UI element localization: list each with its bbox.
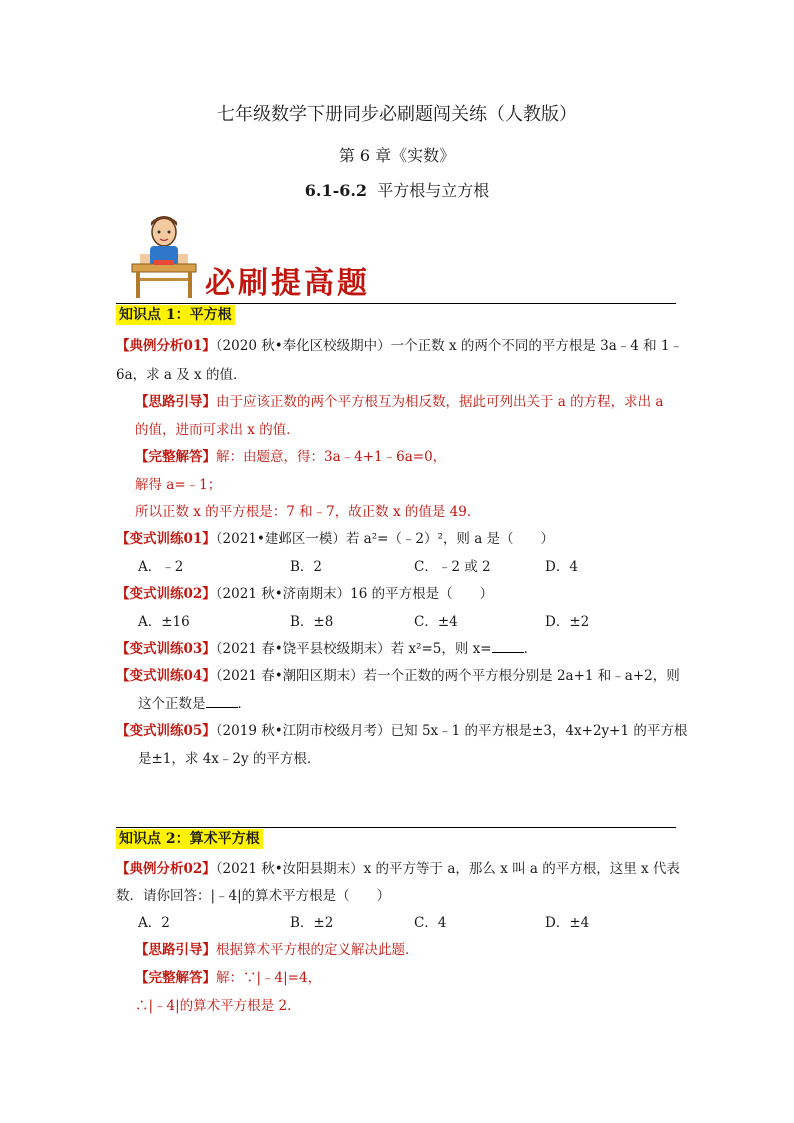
variant-04-line-2 — [138, 694, 251, 714]
ex2-option-a: A．2 — [138, 915, 170, 931]
example-02-line-2: 数．请你回答：|﹣4|的算术平方根是（ ） — [116, 888, 391, 904]
v2-option-a: A．±16 — [138, 614, 190, 630]
v1-option-a: A．﹣2 — [138, 559, 184, 575]
document-title: 七年级数学下册同步必刷题闯关练（人教版） — [217, 104, 577, 125]
variant-04 — [116, 666, 680, 686]
knowledge-point-2-label: 知识点 2：算术平方根 — [116, 829, 263, 849]
knowledge-point-1-label: 知识点 1：平方根 — [116, 305, 235, 325]
divider — [116, 303, 676, 304]
hint-text: 根据算术平方根的定义解决此题． — [216, 942, 419, 958]
student-at-desk-icon — [128, 208, 200, 300]
section-name: 平方根与立方根 — [377, 181, 490, 200]
variant-05 — [116, 721, 687, 741]
v1-option-b: B．2 — [290, 559, 323, 575]
banner-title: 必刷提高题 — [205, 266, 370, 301]
solution-tag: 【完整解答】 — [135, 449, 216, 465]
ex2-option-b: B．±2 — [290, 915, 334, 931]
variant-02-question: （2021 秋•济南期末）16 的平方根是（ ） — [215, 586, 494, 602]
variant-02 — [116, 584, 493, 604]
example-01-line-1 — [116, 336, 683, 356]
ex2-option-c: C．4 — [414, 915, 447, 931]
divider — [116, 827, 676, 828]
example-01-hint-2: 的值，进而可求出 x 的值． — [135, 422, 300, 438]
variant-01-tag: 【变式训练01】 — [116, 531, 216, 547]
variant-02-tag: 【变式训练02】 — [116, 586, 216, 602]
variant-05-question: （2019 秋•江阴市校级月考）已知 5x﹣1 的平方根是±3，4x+2y+1 的平方根 — [215, 723, 688, 739]
example-02-solution — [135, 968, 321, 988]
solution-line-3: 所以正数 x 的平方根是：7 和﹣7，故正数 x 的值是 49． — [135, 504, 481, 520]
example-01-solution — [135, 447, 446, 467]
solution-line-1: 解：由题意，得：3a﹣4+1﹣6a=0， — [216, 449, 447, 465]
section-number: 6.1-6.2 — [304, 181, 368, 200]
variant-04-question: （2021 春•潮阳区期末）若一个正数的两个平方根分别是 2a+1 和﹣a+2，则 — [215, 668, 680, 684]
variant-03-question: （2021 春•饶平县校级期末）若 x²=5，则 x= — [215, 641, 492, 657]
hint-tag: 【思路引导】 — [135, 394, 216, 410]
solution-tag: 【完整解答】 — [135, 970, 216, 986]
example-02-hint — [135, 940, 419, 960]
v2-option-d: D．±2 — [545, 614, 590, 630]
answer-blank[interactable] — [206, 694, 238, 708]
variant-04-tag: 【变式训练04】 — [116, 668, 216, 684]
variant-03 — [116, 639, 537, 659]
example-01-question: （2020 秋•奉化区校级期中）一个正数 x 的两个不同的平方根是 3a﹣4 和 1﹣ — [215, 338, 684, 354]
answer-blank[interactable] — [492, 639, 524, 653]
section-title — [0, 178, 794, 201]
solution-line-2: ∴|﹣4|的算术平方根是 2． — [135, 998, 301, 1014]
v1-option-d: D．4 — [545, 559, 578, 575]
variant-03-end: ． — [523, 641, 538, 657]
variant-01-question: （2021•建邺区一模）若 a²=（﹣2）²，则 a 是（ ） — [215, 531, 555, 547]
example-01-tag: 【典例分析01】 — [116, 338, 216, 354]
hint-tag: 【思路引导】 — [135, 942, 216, 958]
variant-01 — [116, 529, 554, 549]
solution-line-1: 解：∵|﹣4|=4， — [216, 970, 322, 986]
hint-text: 由于应该正数的两个平方根互为相反数，据此可列出关于 a 的方程，求出 a — [216, 394, 664, 410]
variant-03-tag: 【变式训练03】 — [116, 641, 216, 657]
variant-04-question-2: 这个正数是 — [138, 696, 206, 712]
v2-option-c: C．±4 — [414, 614, 458, 630]
example-01-hint — [135, 392, 663, 412]
variant-05-tag: 【变式训练05】 — [116, 723, 216, 739]
solution-line-2: 解得 a=﹣1； — [135, 477, 222, 493]
variant-04-end: ． — [237, 696, 251, 712]
example-02-tag: 【典例分析02】 — [116, 861, 216, 877]
v1-option-c: C．﹣2 或 2 — [414, 559, 491, 575]
variant-05-line-2: 是±1，求 4x﹣2y 的平方根． — [138, 751, 321, 767]
example-02-line-1 — [116, 859, 680, 879]
ex2-option-d: D．±4 — [545, 915, 590, 931]
chapter-title: 第 6 章《实数》 — [338, 146, 456, 165]
v2-option-b: B．±8 — [290, 614, 334, 630]
example-01-line-2: 6a，求 a 及 x 的值． — [116, 367, 247, 383]
example-02-question: （2021 秋•汝阳县期末）x 的平方等于 a，那么 x 叫 a 的平方根，这里 x 代表 — [215, 861, 680, 877]
